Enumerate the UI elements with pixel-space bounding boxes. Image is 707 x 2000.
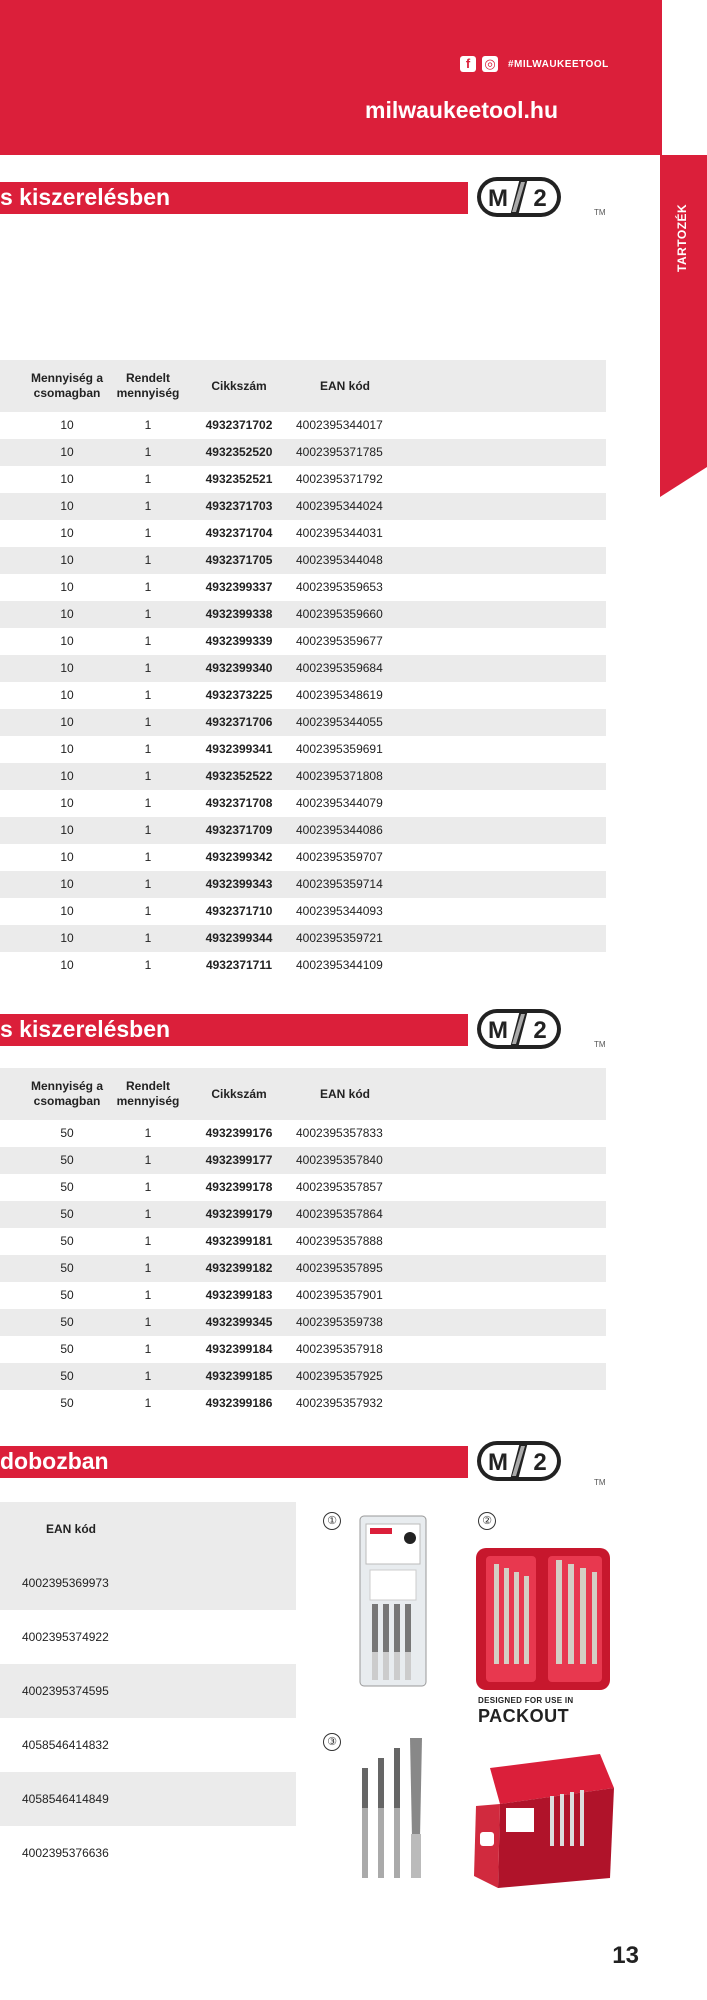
- cell-ean: 4058546414832: [22, 1738, 109, 1752]
- cell-ean: 4002395357864: [296, 1207, 383, 1221]
- m2-logo-right: 2: [533, 1017, 547, 1044]
- table-body: [0, 412, 606, 979]
- table-row: [0, 547, 606, 574]
- table-row: [0, 1147, 606, 1174]
- cell-item-no: 4932399177: [205, 1153, 273, 1167]
- cell-ean: 4002395344024: [296, 499, 383, 513]
- cell-order-qty: 1: [144, 1396, 152, 1410]
- cell-pkg-qty: 50: [60, 1261, 74, 1275]
- website-url[interactable]: milwaukeetool.hu: [365, 97, 558, 123]
- trademark-2: TM: [594, 1040, 606, 1049]
- social-links: [460, 54, 609, 74]
- col-ean: EAN kód: [319, 1086, 370, 1101]
- cell-order-qty: 1: [144, 499, 152, 513]
- table-row: [0, 1664, 296, 1718]
- table-row: [0, 1228, 606, 1255]
- hashtag: #MILWAUKEETOOL: [508, 58, 609, 70]
- marker-1: ①: [323, 1512, 341, 1530]
- table-row: [0, 1610, 296, 1664]
- side-tab-label: TARTOZÉK: [675, 203, 689, 272]
- instagram-icon[interactable]: ◎: [482, 56, 498, 72]
- cell-pkg-qty: 50: [60, 1288, 74, 1302]
- cell-ean: 4002395344093: [296, 904, 383, 918]
- cell-order-qty: 1: [144, 526, 152, 540]
- cell-pkg-qty: 10: [60, 958, 74, 972]
- table-row: [0, 628, 606, 655]
- cell-ean: 4002395344048: [296, 553, 383, 567]
- cell-ean: 4002395344086: [296, 823, 383, 837]
- table-header: [0, 1068, 606, 1120]
- cell-item-no: 4932399340: [205, 661, 273, 675]
- cell-pkg-qty: 10: [60, 445, 74, 459]
- table-row: [0, 817, 606, 844]
- m2-logo-left: M: [488, 1449, 508, 1476]
- cell-order-qty: 1: [144, 553, 152, 567]
- cell-order-qty: 1: [144, 418, 152, 432]
- col-pkg-qty: Mennyiség a csomagban: [30, 371, 104, 400]
- cell-ean: 4002395359653: [296, 580, 383, 594]
- cell-pkg-qty: 10: [60, 472, 74, 486]
- cell-order-qty: 1: [144, 958, 152, 972]
- cell-pkg-qty: 50: [60, 1234, 74, 1248]
- table-row: [0, 709, 606, 736]
- cell-item-no: 4932399184: [205, 1342, 273, 1356]
- cell-ean: 4002395359721: [296, 931, 383, 945]
- cell-ean: 4058546414849: [22, 1792, 109, 1806]
- cell-ean: 4002395357888: [296, 1234, 383, 1248]
- table-row: [0, 1826, 296, 1880]
- facebook-icon[interactable]: f: [460, 56, 476, 72]
- table-row: [0, 1174, 606, 1201]
- drill-bit-case-image: [474, 1538, 612, 1690]
- cell-pkg-qty: 10: [60, 877, 74, 891]
- cell-order-qty: 1: [144, 1369, 152, 1383]
- cell-item-no: 4932399343: [205, 877, 273, 891]
- cell-ean: 4002395359738: [296, 1315, 383, 1329]
- cell-ean: 4002395344017: [296, 418, 383, 432]
- cell-ean: 4002395371808: [296, 769, 383, 783]
- cell-order-qty: 1: [144, 931, 152, 945]
- table-row: [0, 790, 606, 817]
- cell-order-qty: 1: [144, 1180, 152, 1194]
- cell-pkg-qty: 10: [60, 607, 74, 621]
- cell-ean: 4002395344109: [296, 958, 383, 972]
- cell-ean: 4002395357857: [296, 1180, 383, 1194]
- cell-ean: 4002395357925: [296, 1369, 383, 1383]
- table-row: [0, 1255, 606, 1282]
- cell-item-no: 4932352521: [205, 472, 273, 486]
- cell-order-qty: 1: [144, 688, 152, 702]
- cell-item-no: 4932399185: [205, 1369, 273, 1383]
- cell-order-qty: 1: [144, 1261, 152, 1275]
- cell-item-no: 4932399339: [205, 634, 273, 648]
- cell-order-qty: 1: [144, 580, 152, 594]
- packout-caption: DESIGNED FOR USE IN: [478, 1696, 574, 1705]
- cell-pkg-qty: 10: [60, 850, 74, 864]
- table-row: [0, 898, 606, 925]
- cell-ean: 4002395357932: [296, 1396, 383, 1410]
- cell-order-qty: 1: [144, 634, 152, 648]
- cell-pkg-qty: 10: [60, 661, 74, 675]
- cell-order-qty: 1: [144, 607, 152, 621]
- cell-item-no: 4932371703: [205, 499, 273, 513]
- drill-bit-box-image: [470, 1748, 616, 1892]
- table-row: [0, 736, 606, 763]
- m2-logo-left: M: [488, 185, 508, 212]
- cell-ean: 4002395371792: [296, 472, 383, 486]
- m2-logo-icon: [476, 1438, 562, 1484]
- cell-pkg-qty: 10: [60, 418, 74, 432]
- cell-ean: 4002395359691: [296, 742, 383, 756]
- col-order-qty: Rendelt mennyiség: [116, 1079, 180, 1108]
- cell-order-qty: 1: [144, 1126, 152, 1140]
- table-row: [0, 439, 606, 466]
- drill-bits-chisel-image: [352, 1738, 434, 1888]
- cell-order-qty: 1: [144, 445, 152, 459]
- cell-order-qty: 1: [144, 850, 152, 864]
- section-3-title: dobozban: [0, 1448, 109, 1474]
- table-row: [0, 520, 606, 547]
- cell-pkg-qty: 10: [60, 499, 74, 513]
- table-row: [0, 601, 606, 628]
- cell-ean: 4002395359660: [296, 607, 383, 621]
- trademark-1: TM: [594, 208, 606, 217]
- cell-pkg-qty: 10: [60, 904, 74, 918]
- cell-item-no: 4932371710: [205, 904, 273, 918]
- packout-logo: PACKOUT: [478, 1706, 570, 1726]
- header-band: [0, 0, 662, 155]
- cell-order-qty: 1: [144, 1342, 152, 1356]
- table-row: [0, 1390, 606, 1417]
- cell-item-no: 4932399338: [205, 607, 273, 621]
- cell-item-no: 4932399341: [205, 742, 273, 756]
- table-row: [0, 1363, 606, 1390]
- m2-logo-left: M: [488, 1017, 508, 1044]
- cell-item-no: 4932371705: [205, 553, 273, 567]
- cell-pkg-qty: 50: [60, 1180, 74, 1194]
- table-row: [0, 655, 606, 682]
- cell-item-no: 4932371706: [205, 715, 273, 729]
- table-row: [0, 952, 606, 979]
- table-body: [0, 1556, 296, 1880]
- cell-order-qty: 1: [144, 769, 152, 783]
- cell-item-no: 4932399337: [205, 580, 273, 594]
- cell-ean: 4002395374595: [22, 1684, 109, 1698]
- section-2-title: s kiszerelésben: [0, 1016, 171, 1042]
- cell-item-no: 4932399178: [205, 1180, 273, 1194]
- col-order-qty: Rendelt mennyiség: [116, 371, 180, 400]
- table-row: [0, 466, 606, 493]
- cell-order-qty: 1: [144, 742, 152, 756]
- cell-ean: 4002395359677: [296, 634, 383, 648]
- cell-ean: 4002395348619: [296, 688, 383, 702]
- cell-order-qty: 1: [144, 715, 152, 729]
- table-row: [0, 574, 606, 601]
- cell-order-qty: 1: [144, 904, 152, 918]
- m2-logo-right: 2: [533, 185, 547, 212]
- cell-item-no: 4932399179: [205, 1207, 273, 1221]
- cell-ean: 4002395369973: [22, 1576, 109, 1590]
- cell-ean: 4002395357833: [296, 1126, 383, 1140]
- cell-item-no: 4932352522: [205, 769, 273, 783]
- cell-pkg-qty: 50: [60, 1342, 74, 1356]
- cell-pkg-qty: 50: [60, 1396, 74, 1410]
- table-row: [0, 1309, 606, 1336]
- cell-item-no: 4932352520: [205, 445, 273, 459]
- table-row: [0, 1718, 296, 1772]
- cell-order-qty: 1: [144, 472, 152, 486]
- cell-ean: 4002395357895: [296, 1261, 383, 1275]
- table-row: [0, 925, 606, 952]
- cell-ean: 4002395344055: [296, 715, 383, 729]
- cell-pkg-qty: 10: [60, 715, 74, 729]
- table-row: [0, 493, 606, 520]
- col-ean: EAN kód: [319, 378, 370, 393]
- cell-pkg-qty: 10: [60, 931, 74, 945]
- table-row: [0, 1201, 606, 1228]
- section-3-title-bar: [0, 1446, 468, 1478]
- table-row: [0, 1772, 296, 1826]
- cell-pkg-qty: 50: [60, 1126, 74, 1140]
- cell-pkg-qty: 10: [60, 526, 74, 540]
- cell-item-no: 4932373225: [205, 688, 273, 702]
- col-pkg-qty: Mennyiség a csomagban: [30, 1079, 104, 1108]
- table-row: [0, 763, 606, 790]
- col-item-no: Cikkszám: [211, 1086, 267, 1101]
- cell-pkg-qty: 10: [60, 796, 74, 810]
- cell-item-no: 4932371709: [205, 823, 273, 837]
- cell-pkg-qty: 10: [60, 823, 74, 837]
- cell-order-qty: 1: [144, 796, 152, 810]
- marker-3: ③: [323, 1733, 341, 1751]
- table-row: [0, 871, 606, 898]
- cell-item-no: 4932399186: [205, 1396, 273, 1410]
- cell-pkg-qty: 10: [60, 553, 74, 567]
- cell-pkg-qty: 50: [60, 1369, 74, 1383]
- cell-order-qty: 1: [144, 661, 152, 675]
- cell-pkg-qty: 10: [60, 634, 74, 648]
- m2-logo-icon: [476, 174, 562, 220]
- marker-2: ②: [478, 1512, 496, 1530]
- page-number: 13: [612, 1942, 639, 1969]
- table-section-1: [0, 360, 606, 979]
- cell-order-qty: 1: [144, 1288, 152, 1302]
- ean-table-section-3: [0, 1502, 296, 1880]
- cell-ean: 4002395344079: [296, 796, 383, 810]
- m2-logo-icon: [476, 1006, 562, 1052]
- table-header: [0, 1502, 296, 1556]
- m2-logo-right: 2: [533, 1449, 547, 1476]
- cell-ean: 4002395359714: [296, 877, 383, 891]
- cell-pkg-qty: 50: [60, 1153, 74, 1167]
- section-1-title: s kiszerelésben: [0, 184, 171, 210]
- cell-item-no: 4932399344: [205, 931, 273, 945]
- cell-order-qty: 1: [144, 877, 152, 891]
- cell-pkg-qty: 10: [60, 580, 74, 594]
- cell-ean: 4002395376636: [22, 1846, 109, 1860]
- cell-pkg-qty: 50: [60, 1315, 74, 1329]
- cell-item-no: 4932371711: [205, 958, 273, 972]
- cell-order-qty: 1: [144, 1234, 152, 1248]
- cell-ean: 4002395357840: [296, 1153, 383, 1167]
- table-row: [0, 1556, 296, 1610]
- cell-item-no: 4932399176: [205, 1126, 273, 1140]
- col-ean: EAN kód: [46, 1522, 97, 1536]
- table-row: [0, 682, 606, 709]
- section-1-title-bar: [0, 182, 468, 214]
- table-row: [0, 844, 606, 871]
- cell-ean: 4002395357901: [296, 1288, 383, 1302]
- table-section-2: [0, 1068, 606, 1417]
- table-row: [0, 412, 606, 439]
- cell-ean: 4002395357918: [296, 1342, 383, 1356]
- table-body: [0, 1120, 606, 1417]
- cell-ean: 4002395344031: [296, 526, 383, 540]
- cell-item-no: 4932399181: [205, 1234, 273, 1248]
- cell-ean: 4002395359684: [296, 661, 383, 675]
- cell-order-qty: 1: [144, 1207, 152, 1221]
- table-row: [0, 1282, 606, 1309]
- drill-bit-pack-image: [356, 1512, 430, 1690]
- cell-pkg-qty: 50: [60, 1207, 74, 1221]
- cell-order-qty: 1: [144, 1315, 152, 1329]
- cell-pkg-qty: 10: [60, 769, 74, 783]
- table-row: [0, 1336, 606, 1363]
- cell-item-no: 4932399345: [205, 1315, 273, 1329]
- cell-order-qty: 1: [144, 823, 152, 837]
- col-item-no: Cikkszám: [211, 378, 267, 393]
- cell-item-no: 4932399182: [205, 1261, 273, 1275]
- cell-item-no: 4932371708: [205, 796, 273, 810]
- cell-ean: 4002395374922: [22, 1630, 109, 1644]
- cell-ean: 4002395371785: [296, 445, 383, 459]
- cell-item-no: 4932399342: [205, 850, 273, 864]
- cell-item-no: 4932371702: [205, 418, 273, 432]
- table-row: [0, 1120, 606, 1147]
- table-header: [0, 360, 606, 412]
- cell-pkg-qty: 10: [60, 688, 74, 702]
- section-2-title-bar: [0, 1014, 468, 1046]
- cell-item-no: 4932399183: [205, 1288, 273, 1302]
- cell-pkg-qty: 10: [60, 742, 74, 756]
- trademark-3: TM: [594, 1478, 606, 1487]
- cell-ean: 4002395359707: [296, 850, 383, 864]
- cell-order-qty: 1: [144, 1153, 152, 1167]
- cell-item-no: 4932371704: [205, 526, 273, 540]
